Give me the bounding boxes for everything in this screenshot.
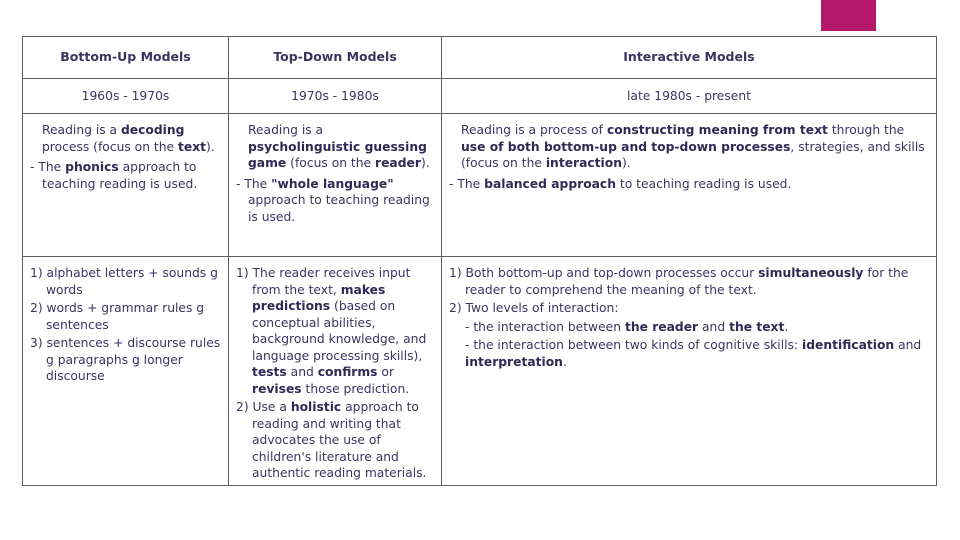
header-row [23, 37, 937, 79]
list-item: 1) The reader receives input from the text, makes predictions (based on conceptual abilities, background knowledge, and language processing skills), tests and confirms or revises those prediction. [236, 266, 427, 396]
accent-block [821, 0, 876, 31]
details-bottom-up [23, 257, 229, 486]
details-row [23, 257, 937, 486]
details-interactive [442, 257, 937, 486]
era-top-down: 1970s - 1980s [229, 79, 442, 114]
definition-top-down [229, 114, 442, 257]
header-top-down: Top-Down Models [229, 37, 442, 79]
era-row [23, 79, 937, 114]
definition-interactive [442, 114, 937, 257]
sub-item: - the interaction between the reader and the text. [465, 319, 789, 334]
details-top-down [229, 257, 442, 486]
reading-models-table [22, 36, 937, 486]
era-bottom-up: 1960s - 1970s [23, 79, 229, 114]
list-item: 1) alphabet letters + sounds g words [30, 266, 218, 297]
list-item: 1) Both bottom-up and top-down processes occur simultaneously for the reader to comprehend the meaning of the text. [449, 266, 909, 297]
approach-text: - The "whole language" approach to teaching reading is used. [236, 176, 430, 224]
list-item: 3) sentences + discourse rules g paragraphs g longer discourse [30, 336, 221, 383]
definition-text: Reading is a process of constructing meaning from text through the use of both bottom-up and top-down processes, strategies, and skills (focus on the interaction). [461, 123, 925, 170]
era-interactive: late 1980s - present [442, 79, 937, 114]
sub-item: - the interaction between two kinds of cognitive skills: identification and interpretation. [465, 338, 922, 369]
header-interactive: Interactive Models [442, 37, 937, 79]
definition-bottom-up [23, 114, 229, 257]
list-item: 2) Use a holistic approach to reading and writing that advocates the use of children's literature and authentic reading materials. [236, 400, 427, 480]
approach-text: - The balanced approach to teaching reading is used. [449, 176, 792, 191]
header-bottom-up: Bottom-Up Models [23, 37, 229, 79]
definition-text: Reading is a psycholinguistic guessing game (focus on the reader). [248, 123, 430, 170]
list-item: 2) words + grammar rules g sentences [30, 301, 205, 332]
definition-text: Reading is a decoding process (focus on the text). [42, 123, 215, 154]
approach-text: - The phonics approach to teaching reading is used. [30, 160, 198, 191]
list-item: 2) Two levels of interaction: [449, 301, 619, 315]
definition-row [23, 114, 937, 257]
